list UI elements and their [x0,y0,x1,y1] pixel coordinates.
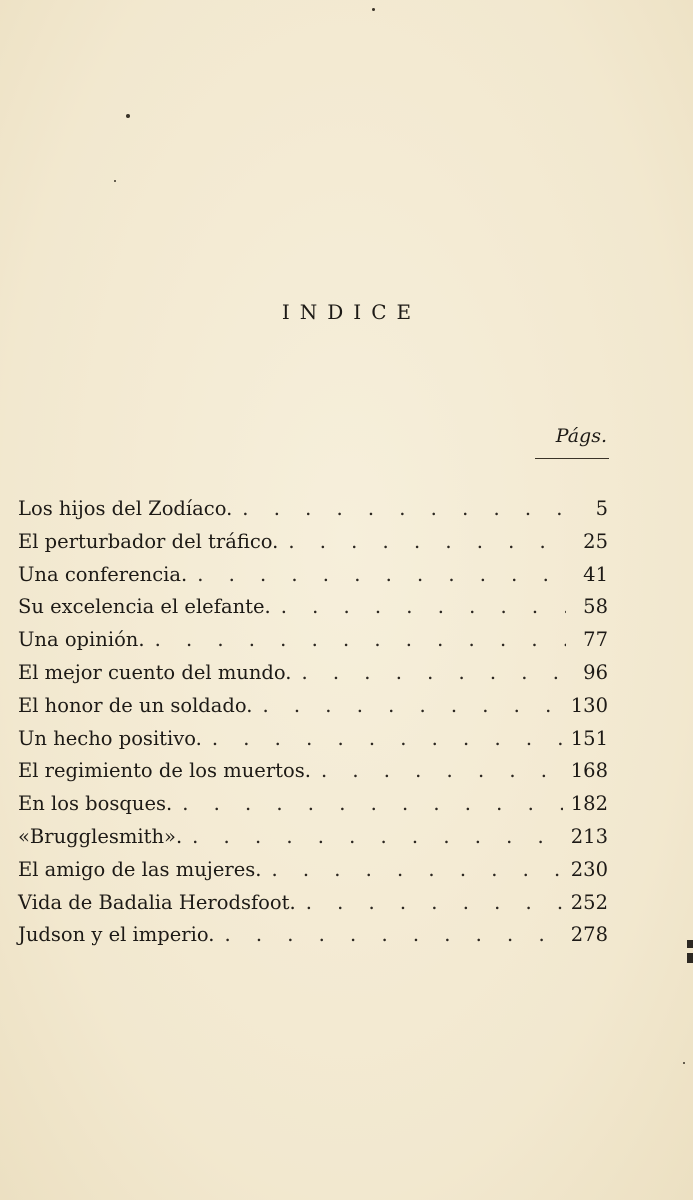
toc-entry-title: Su excelencia el elefante. [18,595,271,619]
toc-entry[interactable] [18,526,608,559]
toc-entry-title: El regimiento de los muertos. [18,759,311,783]
leader-dots [263,690,563,723]
toc-entry[interactable] [18,657,608,690]
toc-entry-page: 168 [570,759,608,783]
leader-dots [192,821,563,854]
page-edge-mark [687,953,693,963]
toc-entry[interactable] [18,854,608,887]
ink-speck [114,180,116,182]
pages-column-label: Págs. [555,425,607,447]
toc-entry-title: Judson y el imperio. [18,923,215,947]
leader-dots [224,919,562,952]
toc-entry-page: 130 [570,693,608,717]
toc-entry[interactable] [18,690,608,723]
toc-entry[interactable] [18,821,608,854]
toc-entry[interactable] [18,919,608,952]
toc-entry-title: Una conferencia. [18,562,188,586]
toc-entry-page: 151 [570,726,608,750]
leader-dots [242,493,566,526]
ink-speck [683,1062,685,1064]
toc-entry[interactable] [18,788,608,821]
leader-dots [321,755,563,788]
leader-dots [306,887,563,920]
pages-rule [535,458,609,459]
leader-dots [288,526,566,559]
toc-entry-title: Un hecho positivo. [18,726,202,750]
toc-entry-title: El mejor cuento del mundo. [18,660,292,684]
toc-entry-title: El perturbador del tráfico. [18,529,279,553]
leader-dots [271,854,562,887]
toc-entry[interactable] [18,493,608,526]
leader-dots [281,591,566,624]
leader-dots [212,723,563,756]
page-edge-mark [687,940,693,948]
toc-entry-title: Vida de Badalia Herodsfoot. [18,890,296,914]
toc-entry-page: 182 [570,792,608,816]
toc-entry-title: Los hijos del Zodíaco. [18,497,233,520]
toc-entry-page: 96 [583,660,608,684]
toc-entry-title: Una opinión. [18,628,145,652]
toc-entry[interactable] [18,559,608,592]
toc-entry[interactable] [18,591,608,624]
leader-dots [182,788,563,821]
toc-entry-title: El amigo de las mujeres. [18,857,262,881]
toc-entry-page: 230 [570,857,608,881]
toc-entry-page: 25 [583,529,608,553]
ink-speck [126,114,130,118]
toc-entry-page: 278 [570,923,608,947]
toc-entry[interactable] [18,624,608,657]
toc-entry-page: 252 [570,890,608,914]
toc-entry-page: 41 [583,562,608,586]
toc-entry[interactable] [18,755,608,788]
toc-entry-title: «Brugglesmith». [18,824,183,848]
toc-entry-page: 213 [570,824,608,848]
leader-dots [302,657,566,690]
leader-dots [155,624,566,657]
toc-entry[interactable] [18,723,608,756]
toc-entry[interactable] [18,887,608,920]
toc-entry-page: 58 [583,595,608,619]
table-of-contents [18,493,608,952]
index-heading: INDICE [281,300,422,324]
toc-entry-page: 5 [595,497,608,520]
ink-speck [372,8,375,11]
toc-entry-title: El honor de un soldado. [18,693,253,717]
toc-entry-page: 77 [583,628,608,652]
leader-dots [197,559,566,592]
toc-entry-title: En los bosques. [18,792,173,816]
